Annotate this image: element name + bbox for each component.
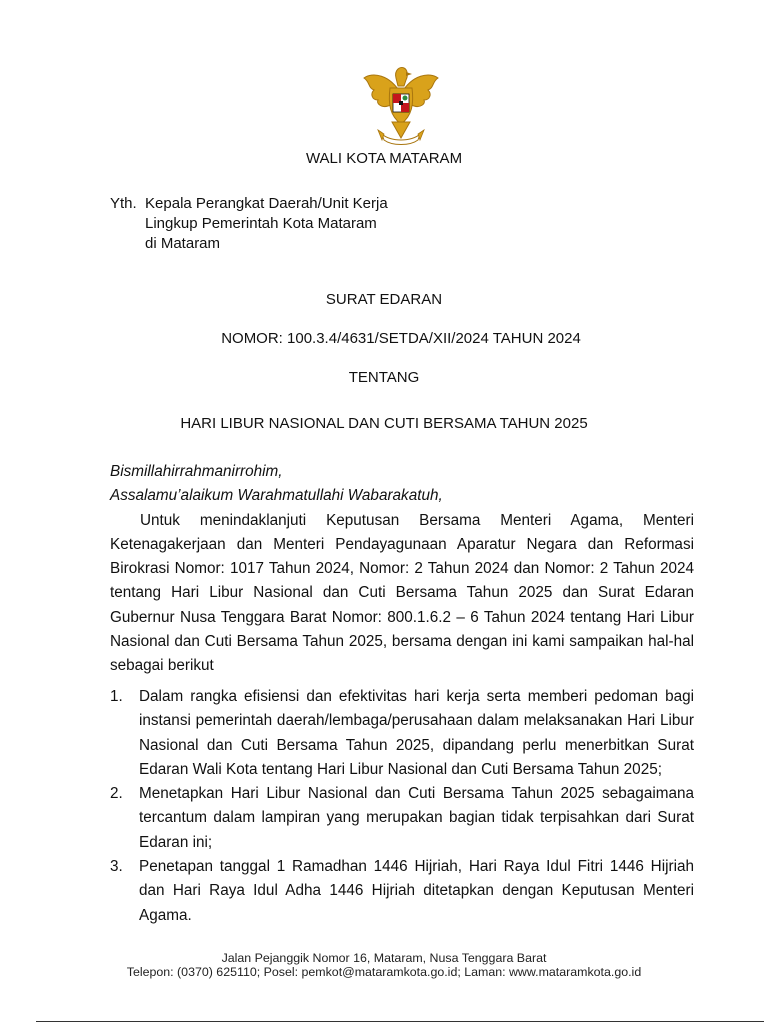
list-item-number: 3. <box>110 858 123 876</box>
addressee-line-1: Kepala Perangkat Daerah/Unit Kerja <box>145 195 388 212</box>
list-item-text: Dalam rangka efisiensi dan efektivitas hari kerja serta memberi pedoman bagi instansi pemerintah daerah/lembaga/perusahaan dalam melaksanakan Hari Libur Nasional dan Cuti Bersama Tahun 2025, dipandang perlu menerbitkan Surat Edaran Wali Kota tentang Hari Libur Nasional dan Cuti Bersama Tahun 2025; <box>139 688 694 778</box>
addressee-prefix: Yth. <box>110 195 137 212</box>
list-item-number: 2. <box>110 785 123 803</box>
addressee-line-3: di Mataram <box>145 235 221 252</box>
greeting-block <box>110 460 694 679</box>
document-subject: HARI LIBUR NASIONAL DAN CUTI BERSAMA TAHUN 2025 <box>180 415 588 432</box>
intro-paragraph: Untuk menindaklanjuti Keputusan Bersama Menteri Agama, Menteri Ketenagakerjaan dan Menteri Pendayagunaan Aparatur Negara dan Reformasi Birokrasi Nomor: 1017 Tahun 2024, Nomor: 2 Tahun 2024 dan Nomor: 2 Tahun 2024 tentang Hari Libur Nasional dan Cuti Bersama Tahun 2025 dan Surat Edaran Gubernur Nusa Tenggara Barat Nomor: 800.1.6.2 – 6 Tahun 2024 tentang Hari Libur Nasional dan Cuti Bersama Tahun 2025, bersama dengan ini kami sampaikan hal-hal sebagai berikut <box>110 511 694 675</box>
numbered-list <box>110 685 694 928</box>
list-item-text: Penetapan tanggal 1 Ramadhan 1446 Hijriah, Hari Raya Idul Fitri 1446 Hijriah dan Hari Raya Idul Adha 1446 Hijriah ditetapkan dengan Keputusan Menteri Agama. <box>139 858 694 924</box>
list-item-number: 1. <box>110 688 123 705</box>
list-item <box>110 685 694 782</box>
footer-address: Jalan Pejanggik Nomor 16, Mataram, Nusa Tenggara Barat <box>221 951 547 965</box>
addressee-block <box>110 194 388 254</box>
document-type: SURAT EDARAN <box>325 291 443 308</box>
document-number: NOMOR: 100.3.4/4631/SETDA/XII/2024 TAHUN 2024 <box>221 330 581 347</box>
list-item <box>110 855 694 928</box>
document-about: TENTANG <box>348 369 420 386</box>
greeting-line-1: Bismillahirrahmanirrohim, <box>110 463 283 480</box>
page-bottom-rule <box>36 1021 764 1022</box>
addressee-line-2: Lingkup Pemerintah Kota Mataram <box>145 215 377 232</box>
list-item <box>110 782 694 855</box>
garuda-emblem-icon <box>360 64 442 150</box>
greeting-line-2: Assalamu’alaikum Warahmatullahi Wabarakatuh, <box>110 487 443 505</box>
letterhead-title: WALI KOTA MATARAM <box>305 150 463 167</box>
footer-contact: Telepon: (0370) 625110; Posel: pemkot@mataramkota.go.id; Laman: www.mataramkota.go.id <box>126 965 642 979</box>
list-item-text: Menetapkan Hari Libur Nasional dan Cuti Bersama Tahun 2025 sebagaimana tercantum dalam lampiran yang merupakan bagian tidak terpisahkan dari Surat Edaran ini; <box>139 785 694 851</box>
